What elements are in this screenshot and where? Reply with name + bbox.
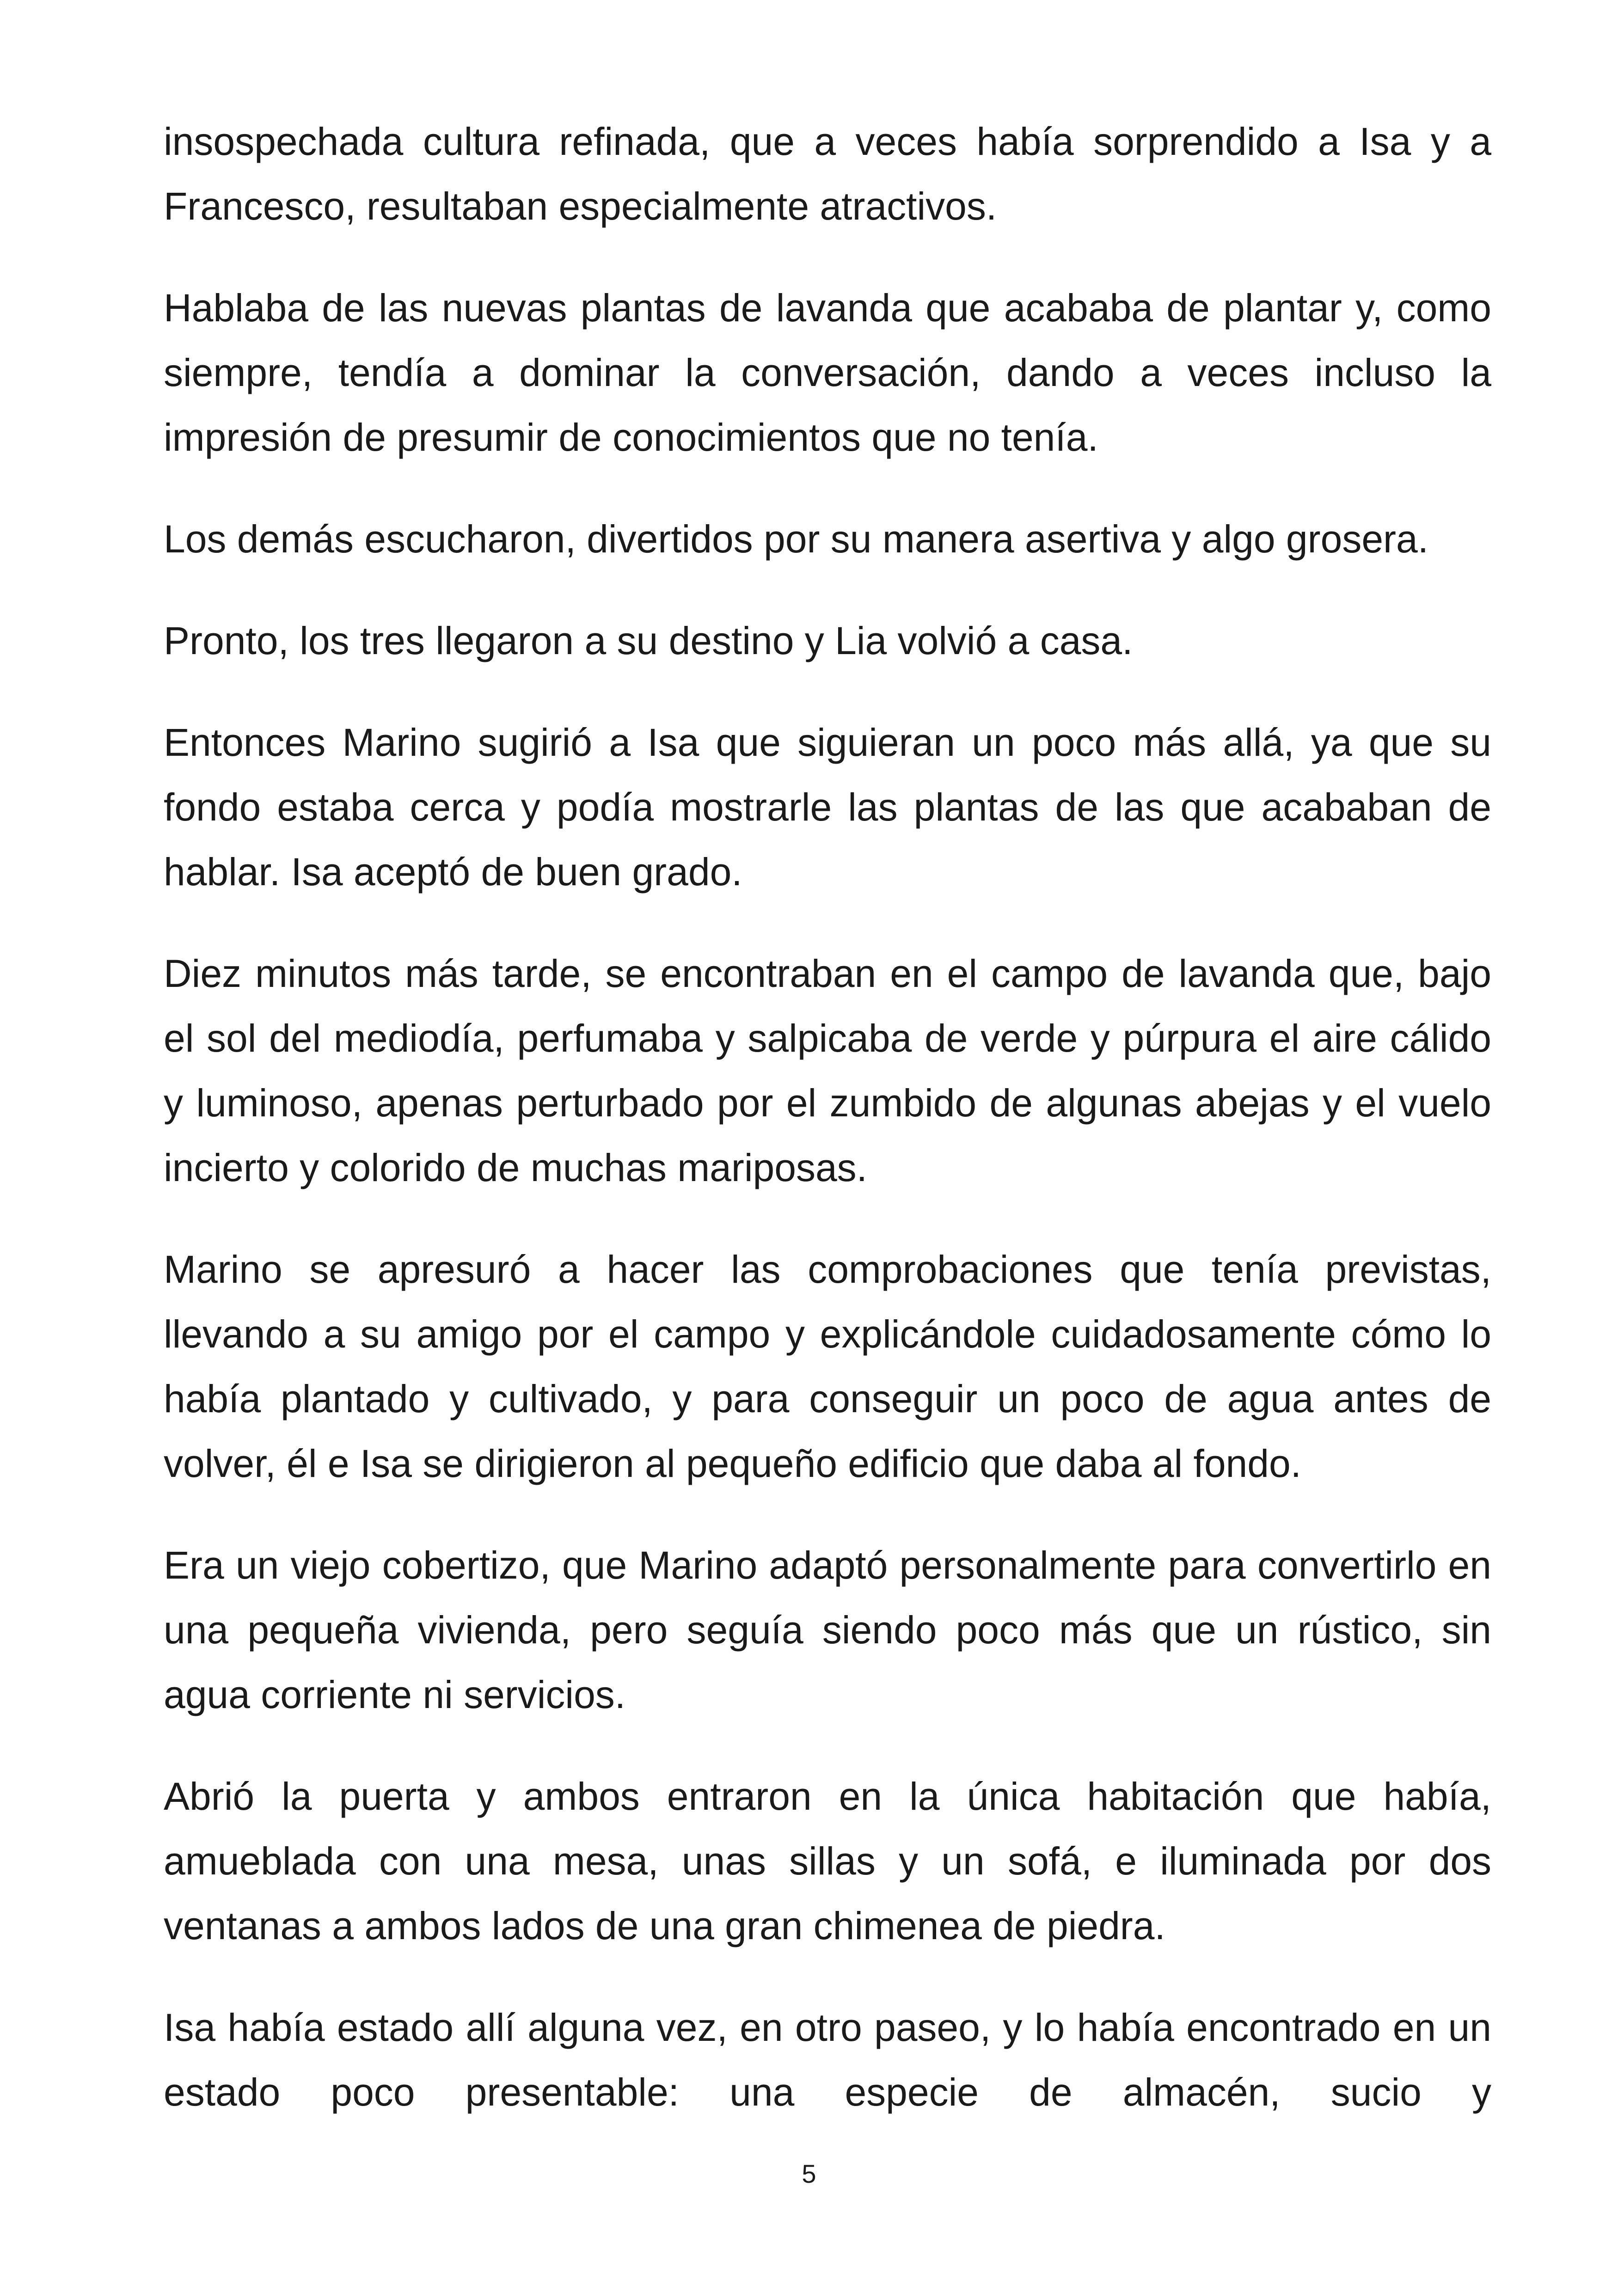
paragraph: Isa había estado allí alguna vez, en otro paseo, y lo había encontrado en un estado poco presentable: una especie de almacén, sucio y [164,2006,1491,2114]
paragraph: insospechada cultura refinada, que a veces había sorprendido a Isa y a Francesco, resultaban especialmente atractivos. [164,120,1491,228]
paragraph: Los demás escucharon, divertidos por su manera asertiva y algo grosera. [164,517,1429,561]
paragraph: Entonces Marino sugirió a Isa que siguieran un poco más allá, ya que su fondo estaba cerca y podía mostrarle las plantas de las que acababan de hablar. Isa aceptó de buen grado. [164,721,1491,894]
paragraph: Marino se apresuró a hacer las comprobaciones que tenía previstas, llevando a su amigo por el campo y explicándole cuidadosamente cómo lo había plantado y cultivado, y para conseguir un poco de agua antes de volver, él e Isa se dirigieron al pequeño edificio que daba al fondo. [164,1248,1491,1485]
paragraph: Pronto, los tres llegaron a su destino y Lia volvió a casa. [164,619,1133,662]
paragraph: Diez minutos más tarde, se encontraban en el campo de lavanda que, bajo el sol del mediodía, perfumaba y salpicaba de verde y púrpura el aire cálido y luminoso, apenas perturbado por el zumbido de algunas abejas y el vuelo incierto y colorido de muchas mariposas. [164,952,1491,1189]
paragraph: Era un viejo cobertizo, que Marino adaptó personalmente para convertirlo en una pequeña vivienda, pero seguía siendo poco más que un rústico, sin agua corriente ni servicios. [164,1543,1491,1716]
page-number: 5 [802,2159,816,2188]
paragraph: Abrió la puerta y ambos entraron en la única habitación que había, amueblada con una mesa, unas sillas y un sofá, e iluminada por dos ventanas a ambos lados de una gran chimenea de piedra. [164,1775,1491,1947]
paragraph: Hablaba de las nuevas plantas de lavanda que acababa de plantar y, como siempre, tendía a dominar la conversación, dando a veces incluso la impresión de presumir de conocimientos que no tenía. [164,286,1491,459]
body-text [164,109,1491,2125]
